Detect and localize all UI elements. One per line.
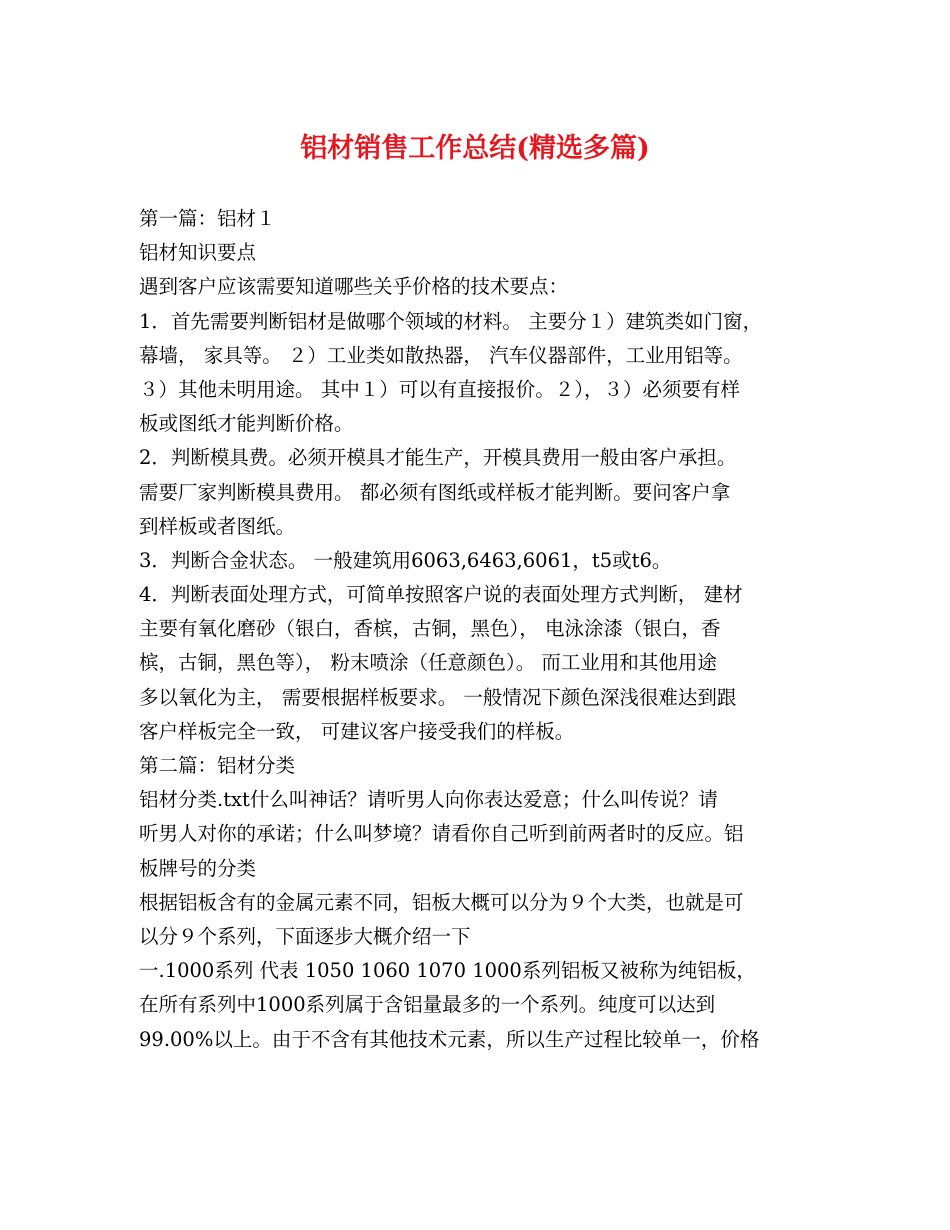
text-line: 槟，古铜，黑色等）， 粉末喷涂（任意颜色）。 而工业用和其他用途: [139, 651, 717, 675]
text-line: 多以氧化为主， 需要根据样板要求。 一般情况下颜色深浅很难达到跟: [139, 685, 737, 709]
document-body: [139, 202, 819, 1057]
text-line: 1．首先需要判断铝材是做哪个领域的材料。 主要分１）建筑类如门窗，: [139, 309, 763, 333]
text-line: 铝材分类.txt什么叫神话？请听男人向你表达爱意；什么叫传说？请: [139, 788, 718, 812]
text-line: 一.1000系列 代表 1050 1060 1070 1000系列铝板又被称为纯铝板，: [139, 959, 756, 983]
text-line: 在所有系列中1000系列属于含铝量最多的一个系列。纯度可以达到: [139, 993, 716, 1017]
text-line: 根据铝板含有的金属元素不同，铝板大概可以分为９个大类，也就是可: [139, 890, 744, 914]
text-line: 第一篇：铝材１: [139, 207, 276, 230]
text-line: 板牌号的分类: [139, 856, 257, 880]
text-line: 主要有氧化磨砂（银白，香槟，古铜，黑色）， 电泳涂漆（银白，香: [139, 617, 721, 641]
text-line: 听男人对你的承诺；什么叫梦境？请看你自己听到前两者时的反应。铝: [139, 822, 744, 846]
text-line: 板或图纸才能判断价格。: [139, 412, 354, 436]
text-line: 需要厂家判断模具费用。 都必须有图纸或样板才能判断。要问客户拿: [139, 480, 731, 504]
text-line: 以分９个系列，下面逐步大概介绍一下: [139, 924, 471, 948]
text-line: 遇到客户应该需要知道哪些关乎价格的技术要点：: [139, 275, 569, 299]
document-title: 铝材销售工作总结(精选多篇): [300, 133, 650, 164]
text-line: 幕墙， 家具等。 ２）工业类如散热器， 汽车仪器部件，工业用铝等。: [139, 343, 743, 367]
text-line: 第二篇：铝材分类: [139, 754, 296, 777]
text-line: 2．判断模具费。必须开模具才能生产，开模具费用一般由客户承担。: [139, 446, 737, 470]
text-line: 4．判断表面处理方式，可简单按照客户说的表面处理方式判断， 建材: [139, 583, 743, 607]
text-line: 到样板或者图纸。: [139, 514, 296, 538]
text-line: 99.00%以上。由于不含有其他技术元素，所以生产过程比较单一，价格: [139, 1027, 760, 1051]
text-line: 铝材知识要点: [139, 241, 257, 265]
text-line: ３）其他未明用途。 其中１）可以有直接报价。２），３）必须要有样: [139, 377, 740, 401]
text-line: 客户样板完全一致， 可建议客户接受我们的样板。: [139, 719, 575, 743]
text-line: 3．判断合金状态。 一般建筑用6063,6463,6061，t5或t6。: [139, 548, 672, 572]
